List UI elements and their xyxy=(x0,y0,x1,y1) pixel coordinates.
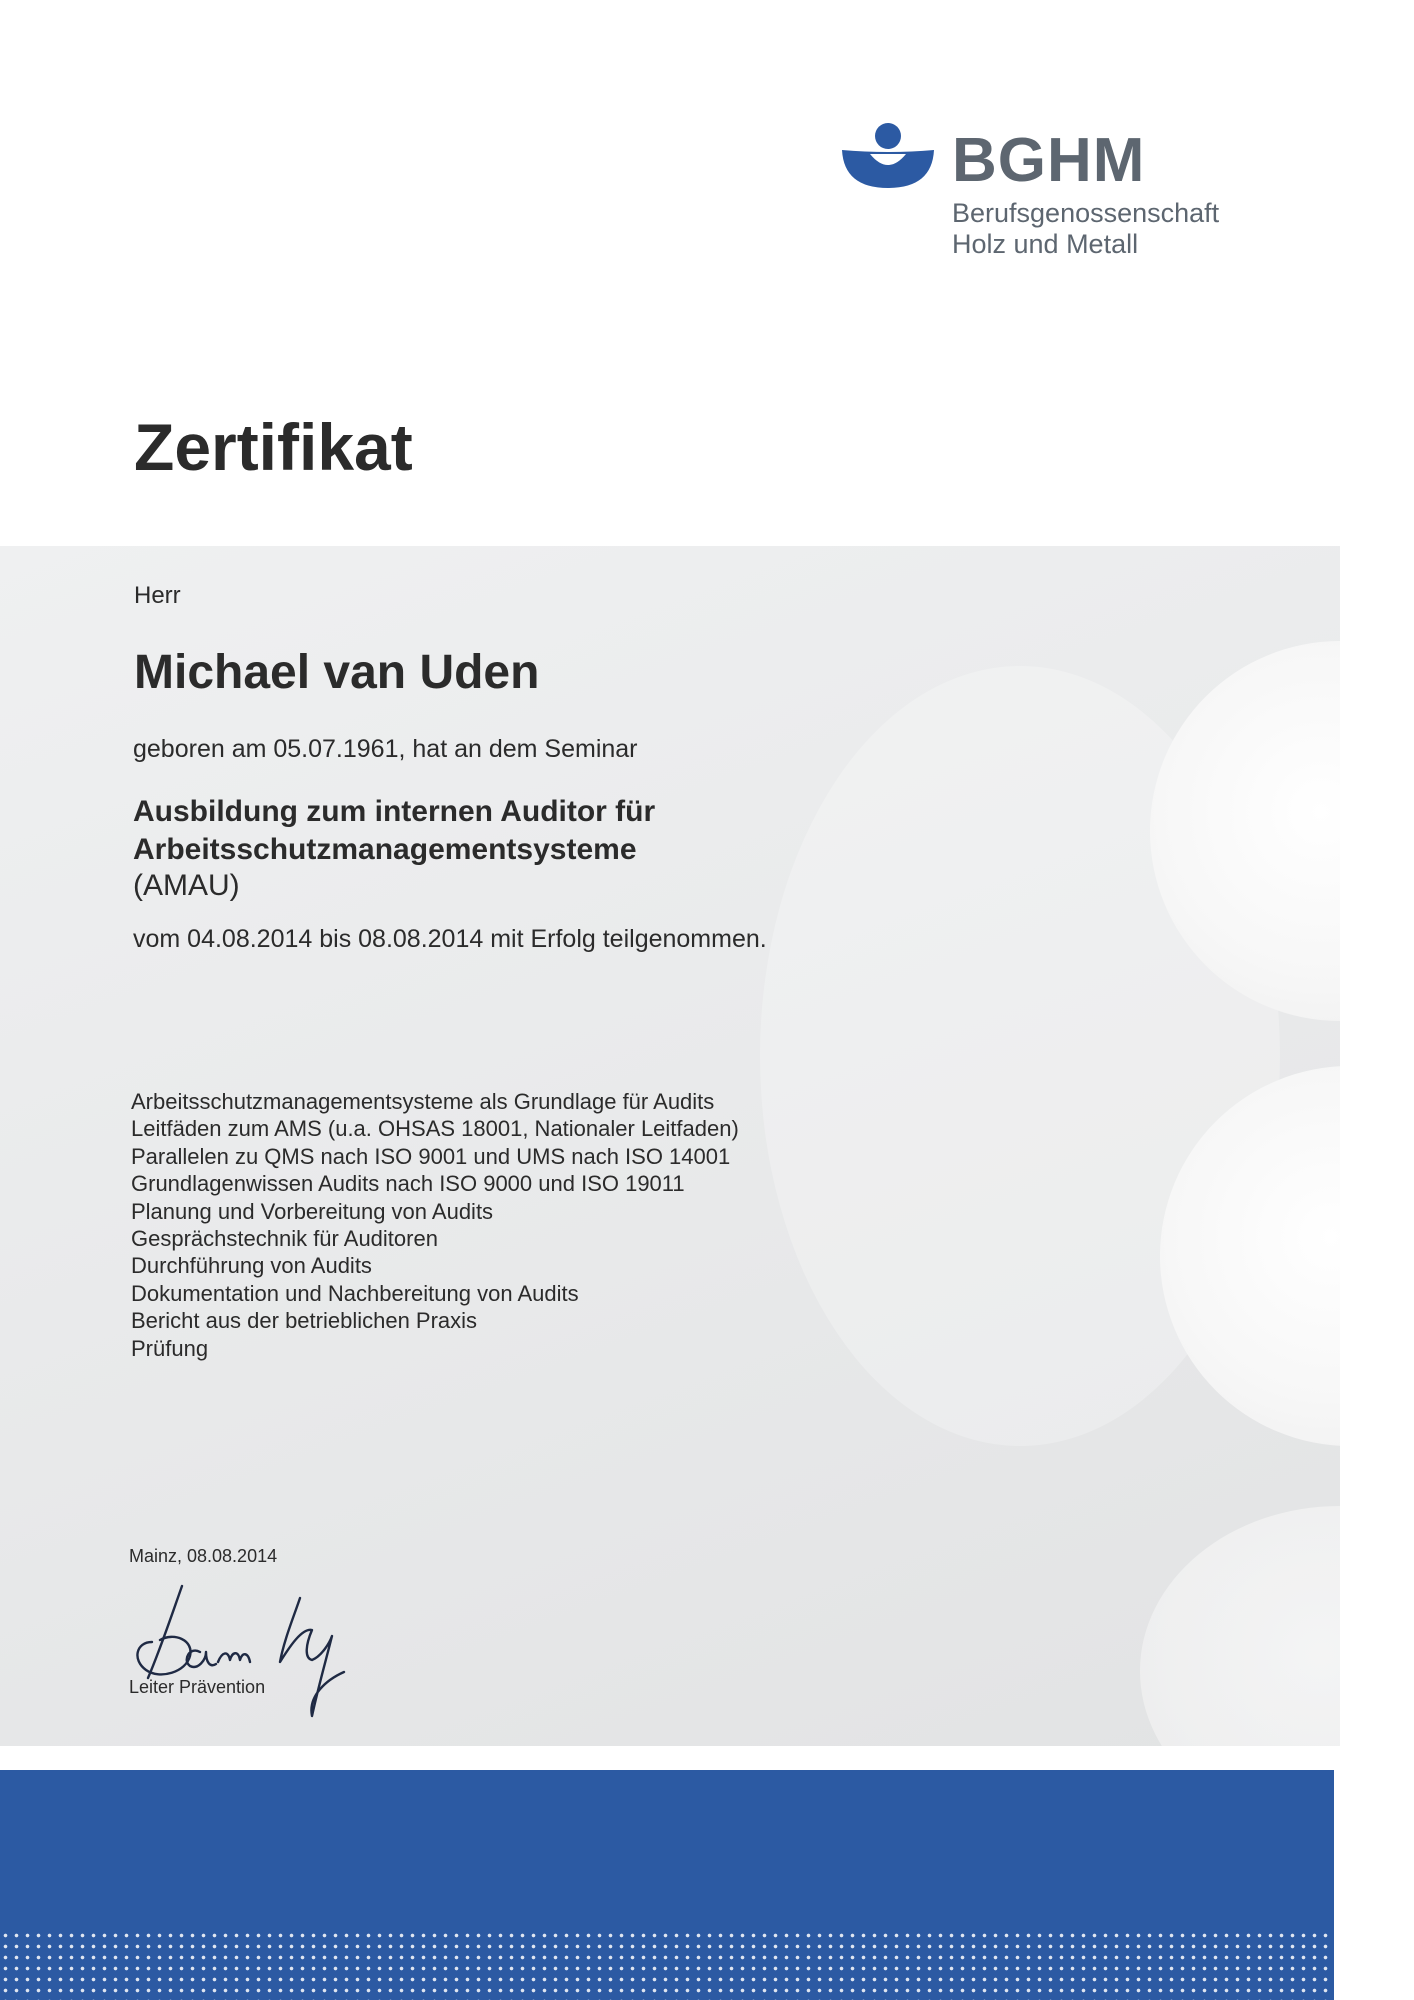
decorative-circle xyxy=(1140,1506,1340,1746)
footer-band xyxy=(0,1770,1334,2000)
logo-name-line-1: Berufsgenossenschaft xyxy=(952,198,1220,228)
logo-organization-name xyxy=(952,198,1219,260)
course-title xyxy=(133,793,655,869)
place-and-date: Mainz, 08.08.2014 xyxy=(129,1546,278,1566)
topic-item: Gesprächstechnik für Auditoren xyxy=(131,1226,438,1252)
topic-item: Planung und Vorbereitung von Audits xyxy=(131,1198,494,1224)
salutation: Herr xyxy=(134,582,181,609)
birth-date-line: geboren am 05.07.1961, hat an dem Seminar xyxy=(133,735,638,763)
topic-item: Leitfäden zum AMS (u.a. OHSAS 18001, Nationaler Leitfaden) xyxy=(131,1116,739,1142)
handwritten-signature xyxy=(130,1580,440,1720)
logo-name-line-2: Holz und Metall xyxy=(952,229,1139,259)
logo-abbreviation: BGHM xyxy=(952,126,1146,195)
topic-item: Durchführung von Audits xyxy=(131,1253,372,1279)
topic-item: Prüfung xyxy=(131,1335,209,1361)
scan-margin xyxy=(1340,0,1414,2000)
course-title-line-2: Arbeitsschutzmanagementsysteme xyxy=(133,833,637,866)
dot-pattern xyxy=(0,1930,1334,2000)
course-period-line: vom 04.08.2014 bis 08.08.2014 mit Erfolg teilgenommen. xyxy=(133,925,767,953)
seminar-topics-list xyxy=(131,1088,739,1362)
topic-item: Grundlagenwissen Audits nach ISO 9000 und ISO 19011 xyxy=(131,1171,685,1197)
signer-role: Leiter Prävention xyxy=(129,1677,266,1697)
bghm-logo-icon xyxy=(840,120,936,192)
topic-item: Dokumentation und Nachbereitung von Audits xyxy=(131,1280,579,1306)
course-abbreviation: (AMAU) xyxy=(133,869,240,902)
topic-item: Parallelen zu QMS nach ISO 9001 und UMS nach ISO 14001 xyxy=(131,1143,731,1169)
course-title-line-1: Ausbildung zum internen Auditor für xyxy=(133,795,656,828)
bghm-logo xyxy=(840,120,1240,270)
topic-item: Bericht aus der betrieblichen Praxis xyxy=(131,1308,478,1334)
recipient-name: Michael van Uden xyxy=(134,646,540,699)
certificate-title: Zertifikat xyxy=(134,410,413,484)
topic-item: Arbeitsschutzmanagementsysteme als Grundlage für Audits xyxy=(131,1089,715,1114)
